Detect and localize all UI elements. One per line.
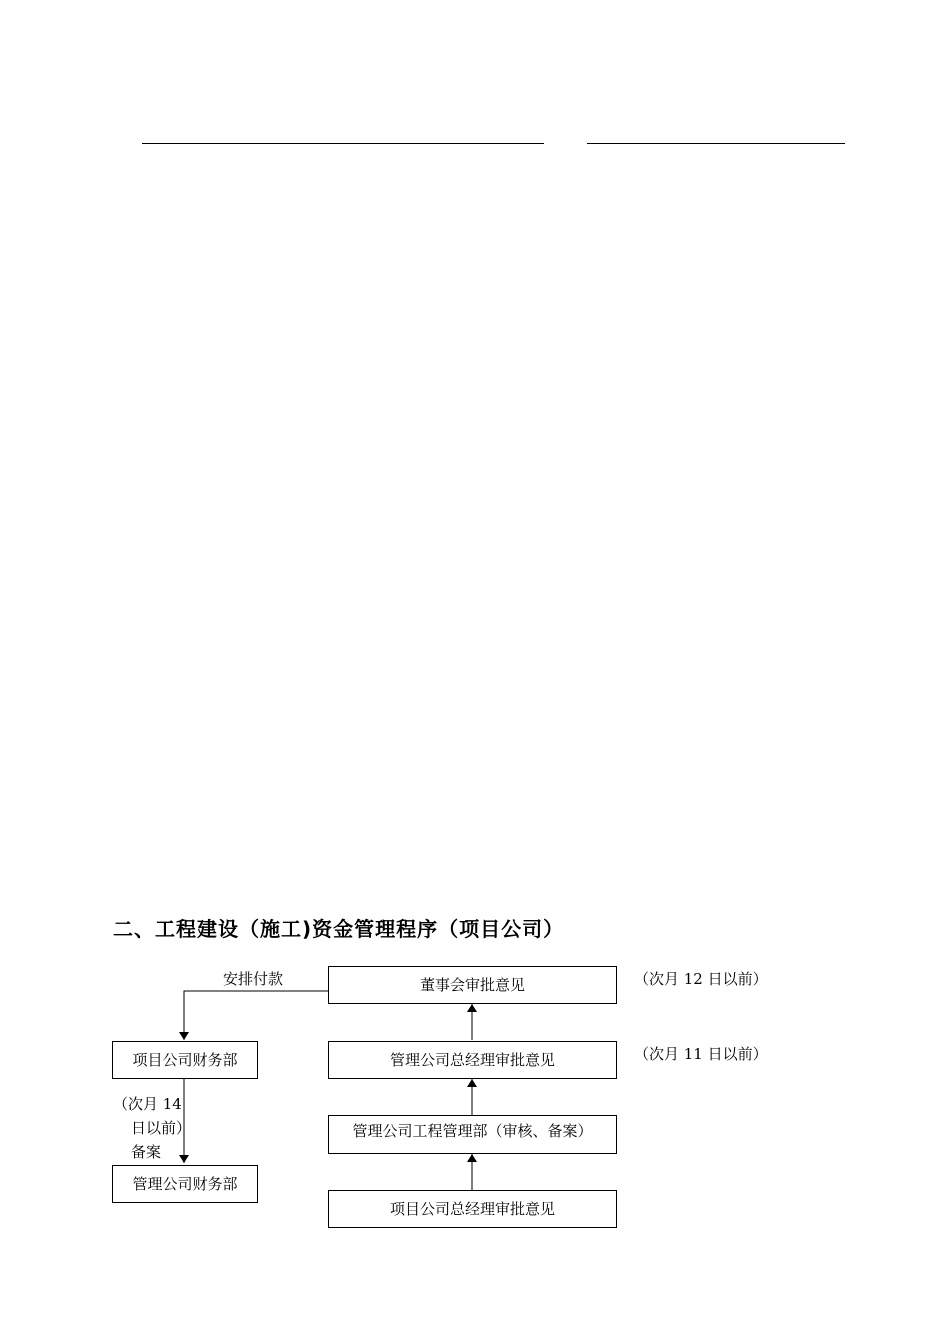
mgmt-gm-approval-box: 管理公司总经理审批意见 — [328, 1041, 617, 1079]
deadline-14-label-line2: 日以前） — [131, 1119, 192, 1137]
deadline-14-label-line1: （次月 14 — [113, 1095, 182, 1113]
connector-board-to-proj-fin — [184, 991, 328, 1040]
proj-finance-box: 项目公司财务部 — [112, 1041, 258, 1079]
section-title: 二、工程建设（施工)资金管理程序（项目公司） — [113, 917, 565, 941]
filing-label: 备案 — [131, 1143, 162, 1161]
deadline-11-label: （次月 11 日以前） — [634, 1045, 768, 1063]
mgmt-finance-box: 管理公司财务部 — [112, 1165, 258, 1203]
deadline-12-label: （次月 12 日以前） — [634, 970, 768, 988]
mgmt-eng-dept-box: 管理公司工程管理部（审核、备案） — [328, 1115, 617, 1154]
board-approval-box: 董事会审批意见 — [328, 966, 617, 1004]
arrange-payment-label: 安排付款 — [223, 970, 284, 988]
proj-gm-approval-box: 项目公司总经理审批意见 — [328, 1190, 617, 1228]
